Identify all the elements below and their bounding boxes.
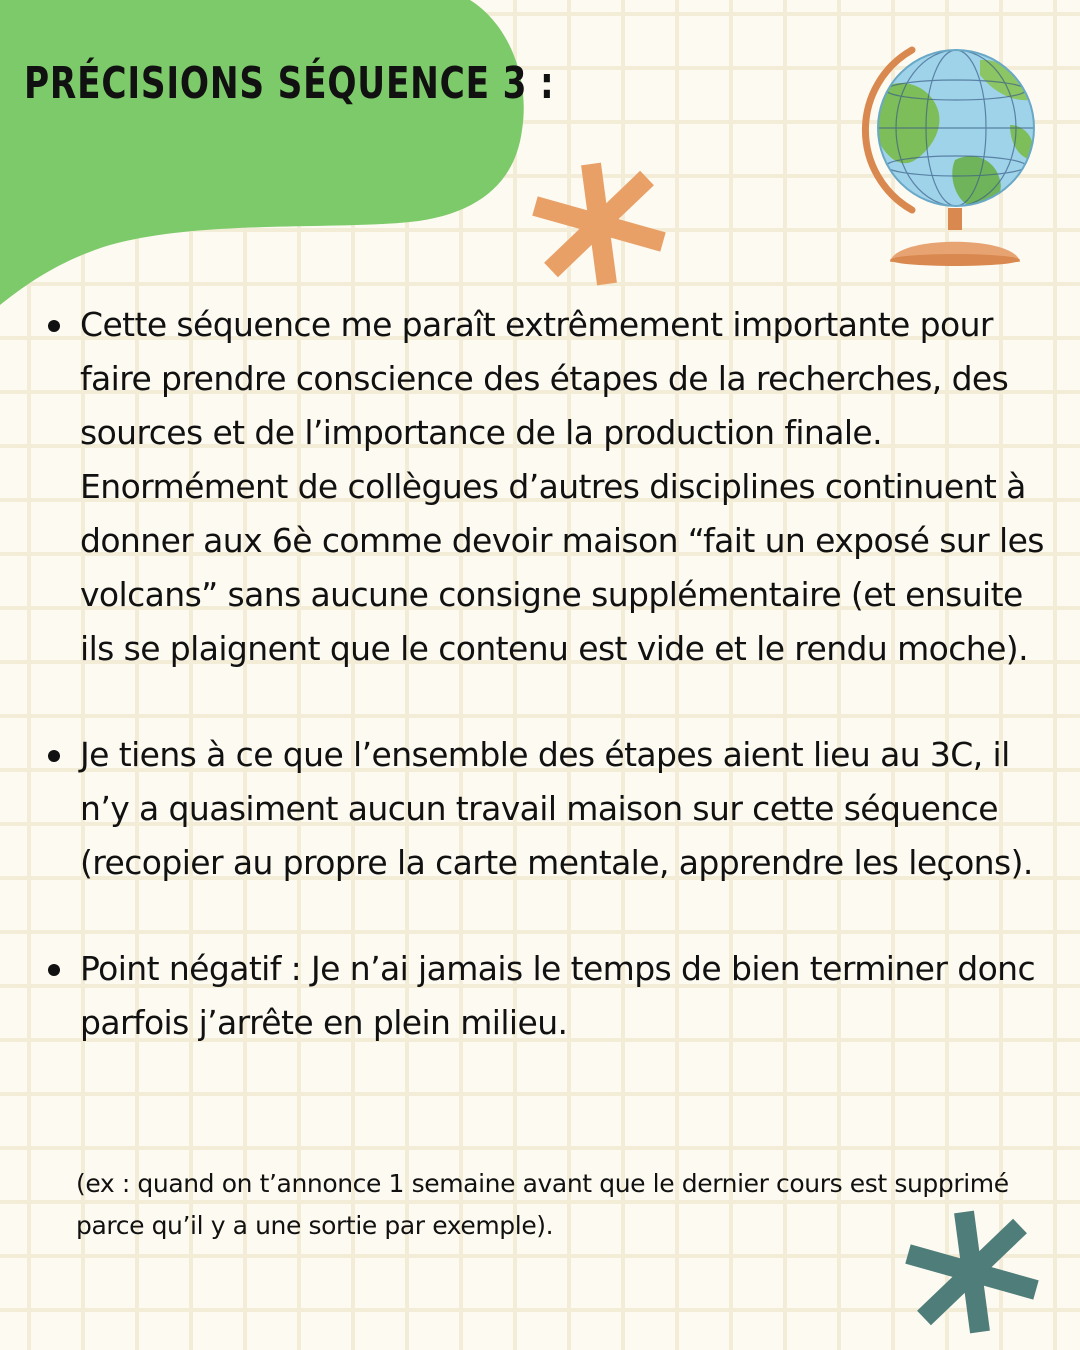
bullet-item: Je tiens à ce que l’ensemble des étapes aient lieu au 3C, il n’y a quasiment aucun travail maison sur cette séquence (recopier au propre la carte mentale, apprendre les leçons). [40,728,1060,890]
bullet-list [40,298,1060,1050]
example-note: (ex : quand on t’annonce 1 semaine avant que le dernier cours est supprimé parce qu’il y a une sortie par exemple). [76,1169,1009,1240]
title-blob [0,0,560,320]
page-title: PRÉCISIONS SÉQUENCE 3 : [24,58,555,109]
asterisk-icon [532,160,666,288]
asterisk-icon [905,1208,1039,1336]
bullet-item: Point négatif : Je n’ai jamais le temps de bien terminer donc parfois j’arrête en plein milieu. [40,942,1060,1050]
globe-icon [860,30,1046,266]
bullet-item: Cette séquence me paraît extrêmement importante pour faire prendre conscience des étapes de la recherches, des sources et de l’importance de la production finale. Enormément de collègues d’autres disciplines continuent à donner aux 6è comme devoir maison “fait un exposé sur les volcans” sans aucune consigne supplémentaire (et ensuite ils se plaignent que le contenu est vide et le rendu moche). [40,298,1060,676]
